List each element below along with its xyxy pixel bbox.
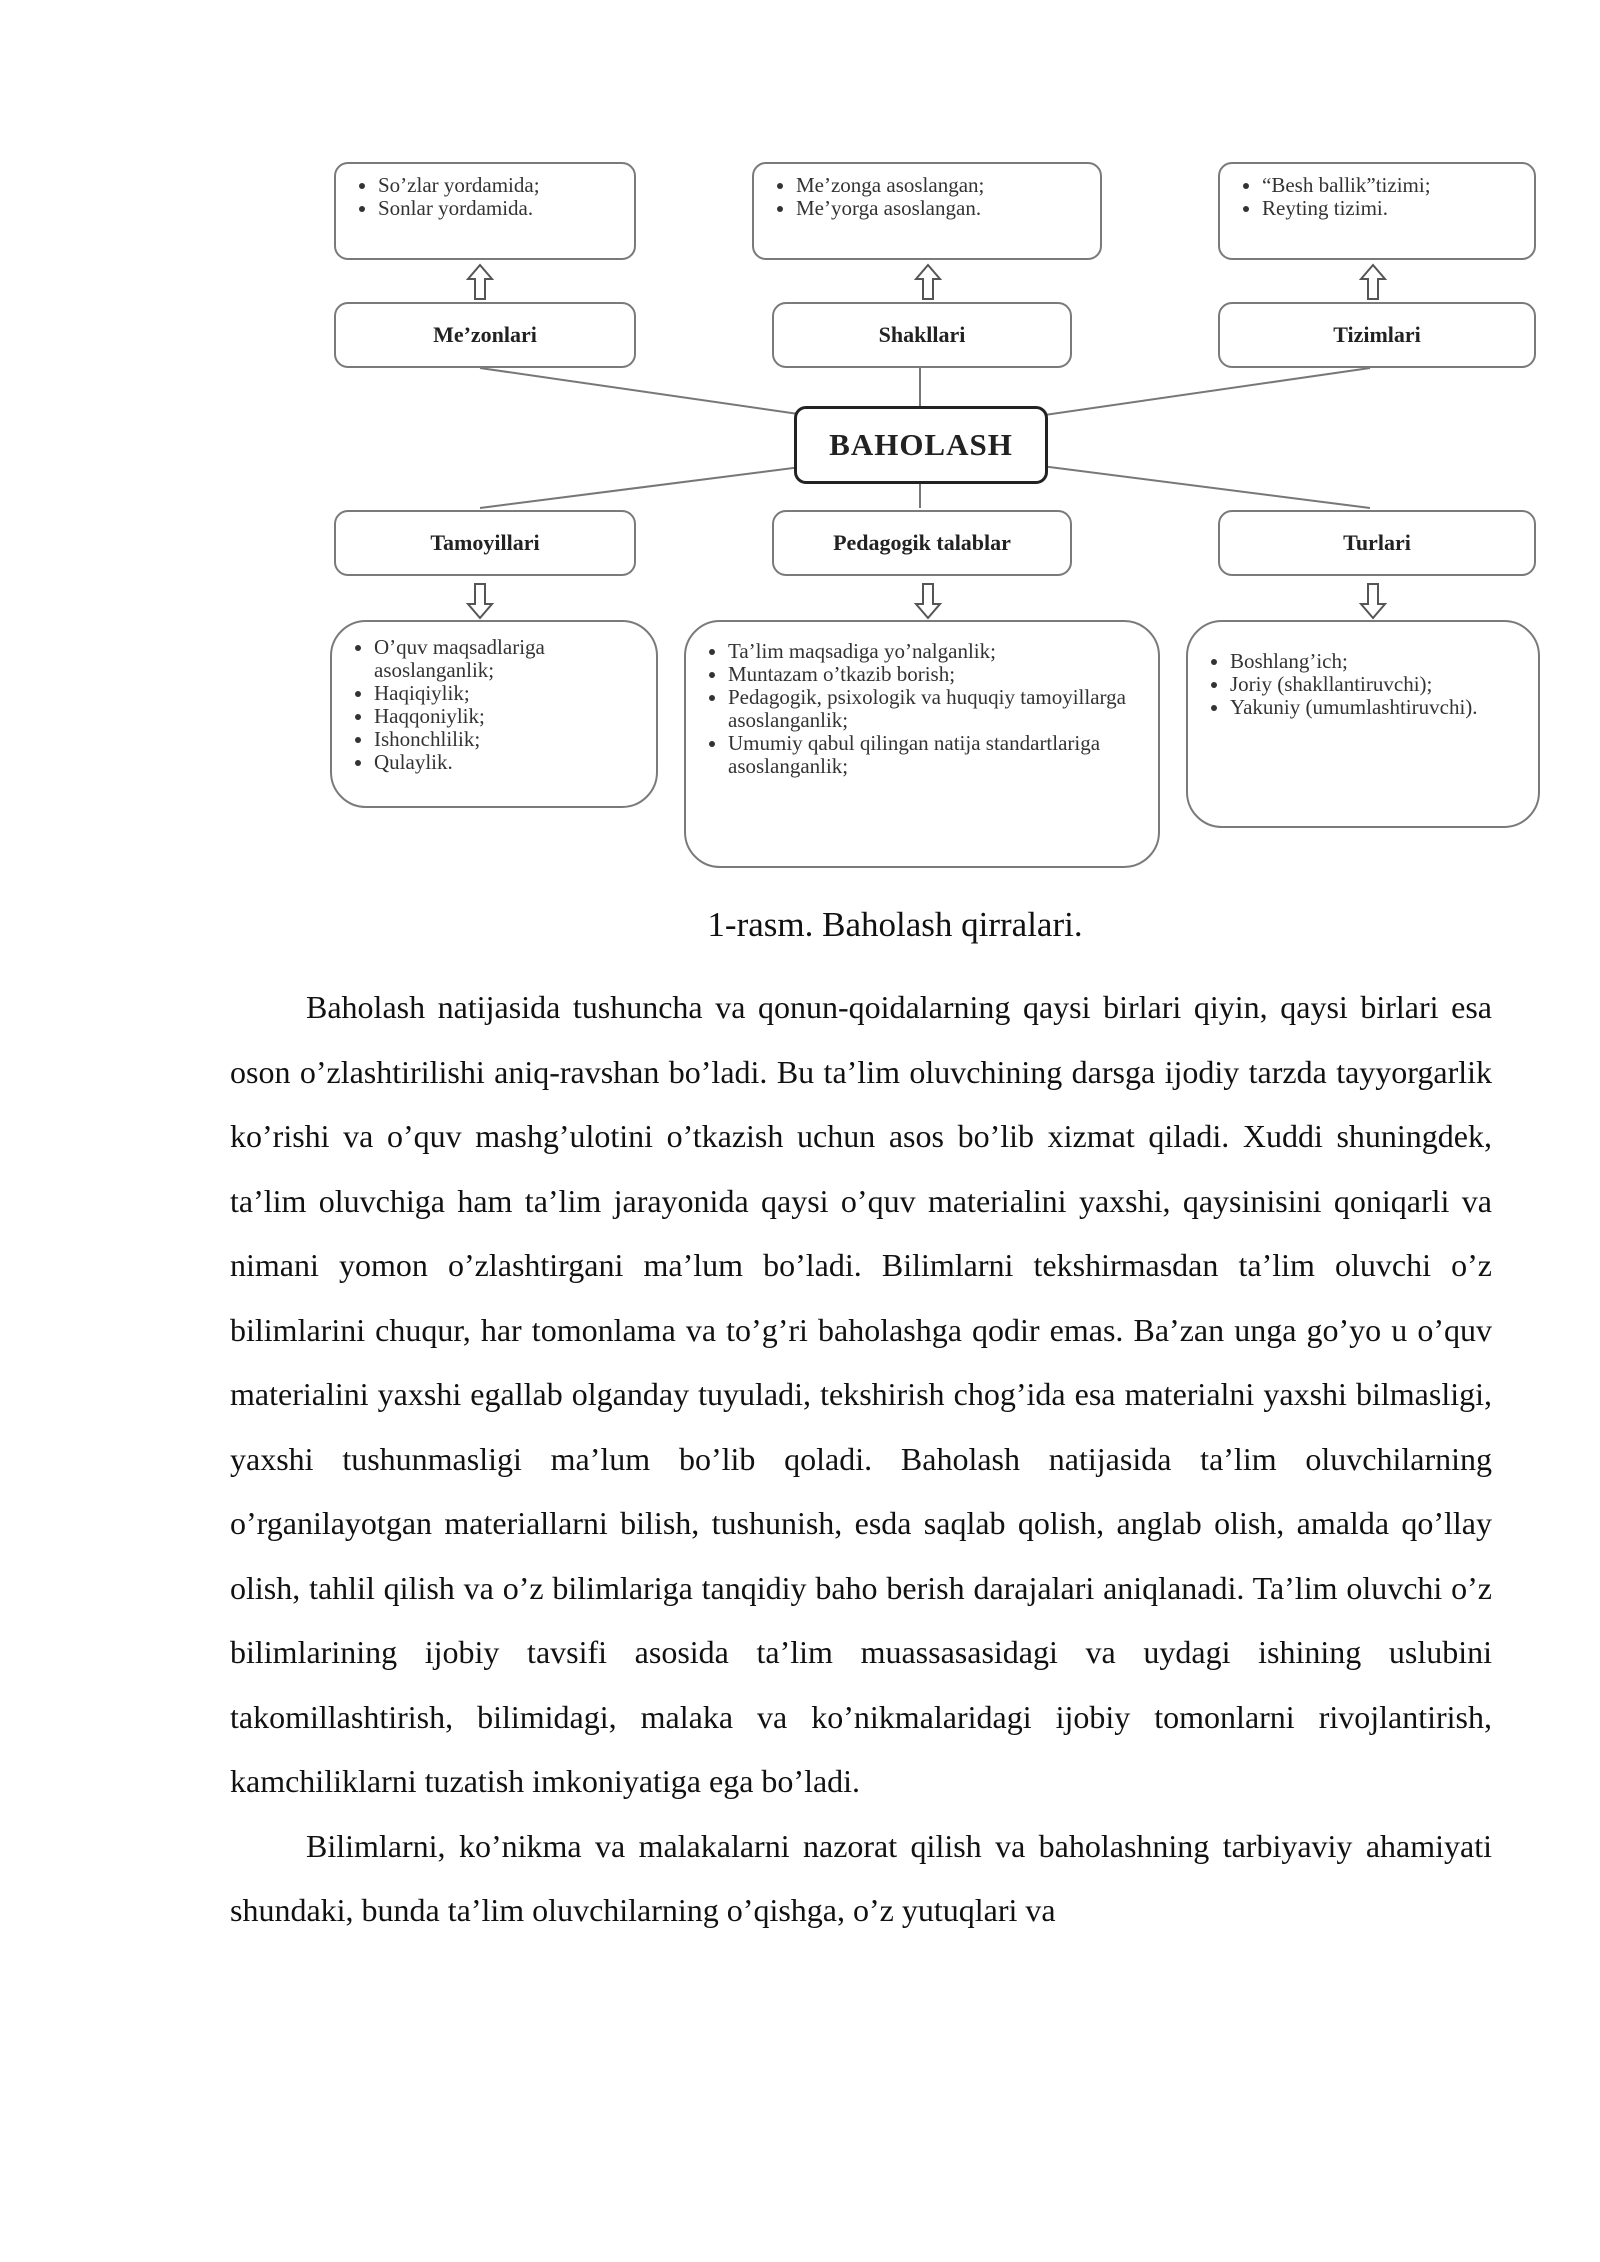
label-box-pedagogik-talablar [772, 510, 1072, 576]
bottom-list-box-2 [684, 620, 1160, 868]
label-box-shakllari [772, 302, 1072, 368]
list-item: • Qulaylik. [374, 751, 644, 774]
list-item: • Muntazam o’tkazib borish; [728, 663, 1146, 686]
label-text: Shakllari [878, 322, 966, 347]
list-item: • O’quv maqsadlariga asoslanganlik; [374, 636, 644, 682]
label-text: Me’zonlari [433, 322, 537, 347]
label-box-mezonlari [334, 302, 636, 368]
label-text: Turlari [1343, 530, 1411, 555]
label-box-tizimlari [1218, 302, 1536, 368]
center-box-baholash [794, 406, 1048, 484]
list-item: • Sonlar yordamida. [378, 197, 622, 220]
center-text: BAHOLASH [829, 427, 1013, 462]
top-list-box-1 [334, 162, 636, 260]
arrow-up-icon [1358, 263, 1388, 301]
list-item: • Boshlang’ich; [1230, 650, 1526, 673]
paragraph: Baholash natijasida tushuncha va qonun-qoidalarning qaysi birlari qiyin, qaysi birlari esa oson o’zlashtirilishi aniq-ravshan bo’ladi. Bu ta’lim oluvchining darsga ijodiy tarzda tayyorgarlik ko’rishi va o’quv mashg’ulotini o’tkazish uchun asos bo’lib xizmat qiladi. Xuddi shuningdek, ta’lim oluvchiga ham ta’lim jarayonida qaysi o’quv materialini yaxshi, qaysinisini qoniqarli va nimani yomon o’zlashtirgani ma’lum bo’ladi. Bilimlarni tekshirmasdan ta’lim oluvchi o’z bilimlarini chuqur, har tomonlama va to’g’ri baholashga qodir emas. Ba’zan unga go’yo u o’quv materialini yaxshi egallab olganday tuyuladi, tekshirish chog’ida esa materialni yaxshi bilmasligi, yaxshi tushunmasligi ma’lum bo’lib qoladi. Baholash natijasida ta’lim oluvchilarning o’rganilayotgan materiallarni bilish, tushunish, esda saqlab qolish, anglab olish, amalda qo’llay olish, tahlil qilish va o’z bilimlariga tanqidiy baho berish darajalari aniqlanadi. Ta’lim oluvchi o’z bilimlarining ijobiy tavsifi asosida ta’lim muassasasidagi va uydagi ishining uslubini takomillashtirish, bilimidagi, malaka va ko’nikmalaridagi ijobiy tomonlarni rivojlantirish, kamchiliklarni tuzatish imkoniyatiga ega bo’ladi. [230, 989, 1492, 1799]
arrow-up-icon [913, 263, 943, 301]
arrow-down-icon [1358, 582, 1388, 620]
list-item: • Umumiy qabul qilingan natija standartlariga asoslanganlik; [728, 732, 1146, 778]
label-text: Tamoyillari [430, 530, 540, 555]
arrow-down-icon [465, 582, 495, 620]
label-text: Pedagogik talablar [833, 530, 1011, 555]
list-item: • Me’zonga asoslangan; [796, 174, 1088, 197]
list-item: • Reyting tizimi. [1262, 197, 1522, 220]
list-item: • Me’yorga asoslangan. [796, 197, 1088, 220]
top-list-box-2 [752, 162, 1102, 260]
baholash-diagram [320, 150, 1540, 880]
figure-caption: 1-rasm. Baholash qirralari. [707, 905, 1083, 944]
label-box-turlari [1218, 510, 1536, 576]
list-item: • Ta’lim maqsadiga yo’nalganlik; [728, 640, 1146, 663]
list-item: • “Besh ballik”tizimi; [1262, 174, 1522, 197]
arrow-up-icon [465, 263, 495, 301]
label-text: Tizimlari [1333, 322, 1421, 347]
list-item: • Joriy (shakllantiruvchi); [1230, 673, 1526, 696]
list-item: • Ishonchlilik; [374, 728, 644, 751]
bottom-list-box-3 [1186, 620, 1540, 828]
bottom-list-box-1 [330, 620, 658, 808]
list-item: • Haqqoniylik; [374, 705, 644, 728]
list-item: • So’zlar yordamida; [378, 174, 622, 197]
paragraph: Bilimlarni, ko’nikma va malakalarni nazorat qilish va baholashning tarbiyaviy ahamiyati shundaki, bunda ta’lim oluvchilarning o’qishga, o’z yutuqlari va [230, 1827, 1492, 1928]
list-item: • Yakuniy (umumlashtiruvchi). [1230, 696, 1526, 719]
list-item: • Haqiqiylik; [374, 682, 644, 705]
list-item: • Pedagogik, psixologik va huquqiy tamoyillarga asoslanganlik; [728, 686, 1146, 732]
label-box-tamoyillari [334, 510, 636, 576]
top-list-box-3 [1218, 162, 1536, 260]
arrow-down-icon [913, 582, 943, 620]
body-text [230, 975, 1492, 1943]
